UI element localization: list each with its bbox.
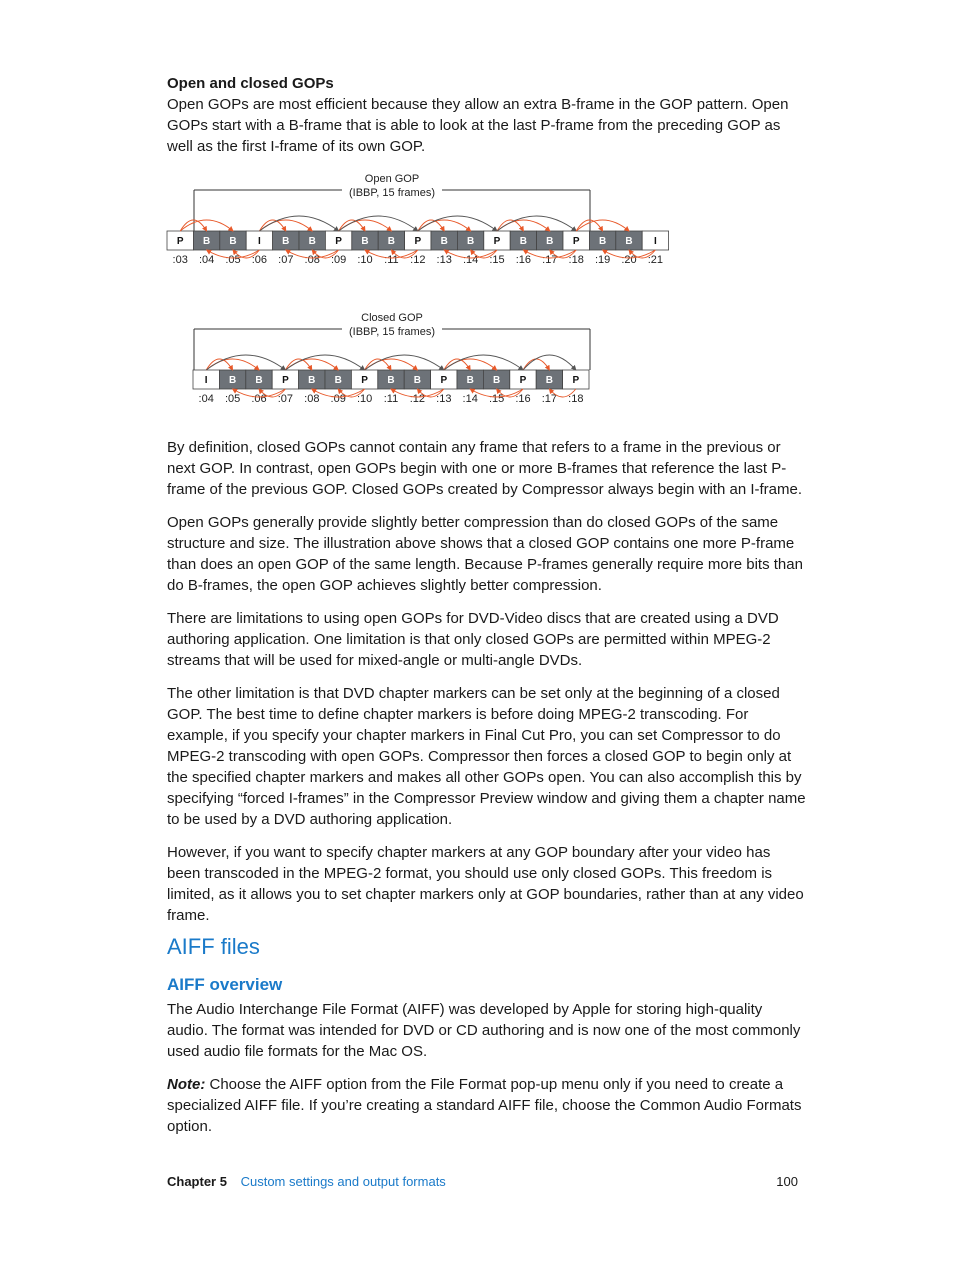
open-gop-diagram: [160, 170, 680, 280]
aiff-title: AIFF files: [167, 934, 260, 959]
open-frame-label: I: [654, 236, 657, 247]
open-timecode: :17: [542, 254, 558, 266]
closed-ref-arc: [444, 359, 470, 370]
closed-frame-label: B: [334, 375, 342, 386]
footer-chapter-link[interactable]: Custom settings and output formats: [240, 1174, 446, 1189]
closed-timecode: :13: [436, 393, 452, 405]
closed-ref-arc: [206, 359, 232, 370]
closed-frame-label: B: [492, 375, 501, 386]
closed-frame-label: B: [466, 375, 474, 386]
closed-ref-arc: [285, 359, 311, 370]
open-ref-arc: [259, 220, 285, 231]
closed-frame-label: B: [545, 375, 554, 386]
open-frame-label: P: [493, 236, 501, 247]
closed-pred-arc: [523, 355, 576, 370]
open-frame-label: B: [598, 236, 607, 247]
open-timecode: :07: [278, 254, 294, 266]
closed-timecode: :07: [277, 393, 294, 405]
open-ref-arc: [418, 220, 444, 231]
closed-timecode: :11: [383, 393, 399, 405]
closed-pred-arc: [285, 355, 364, 370]
open-subtitle: (IBBP, 15 frames): [349, 187, 435, 199]
closed-timecode: :09: [330, 393, 346, 405]
open-timecode: :12: [410, 254, 426, 266]
open-timecode: :05: [225, 254, 241, 266]
open-timecode: :03: [172, 254, 188, 266]
closed-timecode: :10: [356, 393, 373, 405]
open-ref-arc: [576, 220, 602, 231]
open-pred-arc: [339, 216, 418, 231]
closed-frame-label: P: [361, 375, 368, 386]
note-paragraph: [167, 1074, 807, 1137]
paragraph-3: There are limitations to using open GOPs for DVD-Video discs that are created using a DVD authoring application. One limitation is that only closed GOPs are permitted within MPEG-2 streams that will be used for mixed-angle or multi-angle DVDs.: [167, 610, 779, 669]
body-text: [167, 437, 807, 926]
closed-subtitle: (IBBP, 15 frames): [349, 326, 435, 338]
open-frame-label: P: [572, 236, 580, 247]
closed-timecode: :12: [409, 393, 426, 405]
open-timecode: :15: [489, 254, 505, 266]
closed-timecode: :17: [541, 393, 558, 405]
open-timecode: :16: [515, 254, 532, 266]
open-frame-label: B: [361, 236, 369, 247]
open-timecode: :20: [621, 254, 637, 266]
closed-frame-label: B: [255, 375, 263, 386]
open-frame-label: P: [414, 236, 422, 247]
open-frame-label: B: [625, 236, 633, 247]
closed-timecode: :16: [515, 393, 531, 405]
intro-paragraph: Open GOPs are most efficient because they allow an extra B-frame in the GOP pattern. Open GOPs start with a B-frame that is able to look at the last P-frame from the preceding GOP as well as the first I-frame of its own GOP.: [167, 96, 789, 155]
open-frame-label: B: [546, 236, 554, 247]
open-timecode: :09: [330, 254, 347, 266]
closed-timecode: :05: [224, 393, 241, 405]
closed-timecode: :04: [198, 393, 214, 405]
open-timecode: :21: [647, 254, 664, 266]
open-frame-label: B: [308, 236, 316, 247]
closed-pred-arc: [206, 355, 285, 370]
open-ref-arc: [180, 220, 206, 231]
section-heading: Open and closed GOPs: [167, 75, 334, 92]
open-timecode: :04: [198, 254, 215, 266]
paragraph-5: However, if you want to specify chapter markers at any GOP boundary after your video has been transcoded in the MPEG-2 format, you should use only closed GOPs. This freedom is limited, as it allows you to set chapter markers only at GOP boundaries, rather than at any video frame.: [167, 844, 804, 924]
open-timecode: :10: [357, 254, 373, 266]
closed-frame-label: I: [204, 375, 208, 386]
paragraph-4: The other limitation is that DVD chapter markers can be set only at the beginning of a closed GOP. The best time to define chapter markers is before doing MPEG-2 transcoding. For example, if you specify your chapter markers in Final Cut Pro, you can set Compressor to do MPEG-2 transcoding with open GOPs. Compressor then forces a closed GOP to begin only at the specified chapter markers and makes all other GOPs open. You can also accomplish this by specifying “forced I-frames” in the Compressor Preview window and giving them a chapter name to be used by a DVD authoring application.: [167, 685, 806, 828]
paragraph-1: By definition, closed GOPs cannot contain any frame that refers to a frame in the previous or next GOP. In contrast, open GOPs begin with one or more B-frames that reference the last P-frame of the previous GOP. Closed GOPs created by Compressor always begin with an I-frame.: [167, 439, 802, 498]
open-frame-label: B: [440, 236, 448, 247]
closed-frame-label: P: [440, 375, 448, 386]
open-timecode: :19: [594, 254, 611, 266]
note-text: Choose the AIFF option from the File Format pop-up menu only if you need to create a specialized AIFF file. If you’re creating a standard AIFF file, choose the Common Audio Formats option.: [167, 1076, 802, 1135]
closed-timecode: :06: [251, 393, 267, 405]
closed-frame-label: P: [282, 375, 289, 386]
open-frame-label: B: [466, 236, 475, 247]
open-frame-label: I: [258, 236, 261, 247]
closed-title: Closed GOP: [361, 312, 423, 324]
closed-frame-label: B: [308, 375, 316, 386]
open-frame-label: B: [387, 236, 396, 247]
open-timecode: :06: [251, 254, 268, 266]
open-timecode: :18: [568, 254, 584, 266]
note-label: Note:: [167, 1076, 206, 1093]
closed-ref-arc: [365, 359, 391, 370]
open-frame-label: B: [519, 236, 528, 247]
open-timecode: :11: [384, 254, 399, 266]
closed-timecode: :08: [304, 393, 320, 405]
open-ref-arc: [339, 220, 365, 231]
closed-frame-label: B: [413, 375, 422, 386]
page-number: 100: [776, 1174, 798, 1189]
closed-frame-label: P: [572, 375, 580, 386]
closed-timecode: :18: [568, 393, 584, 405]
open-pred-arc: [259, 216, 338, 231]
open-title: Open GOP: [364, 173, 420, 185]
closed-pred-arc: [444, 355, 523, 370]
closed-gop-diagram: [160, 309, 680, 419]
closed-pred-arc: [365, 355, 444, 370]
open-timecode: :14: [462, 254, 479, 266]
closed-frame-label: P: [519, 375, 527, 386]
footer: [167, 1173, 798, 1190]
open-frame-label: P: [176, 236, 184, 247]
open-pred-arc: [497, 216, 576, 231]
open-ref-arc: [497, 220, 523, 231]
closed-frame-label: B: [228, 375, 237, 386]
paragraph-2: Open GOPs generally provide slightly better compression than do closed GOPs of the same structure and size. The illustration above shows that a closed GOP contains one more P-frame than does an open GOP of the same length. Because P-frames generally require more bits than do B-frames, the open GOP achieves slightly better compression.: [167, 514, 803, 594]
open-timecode: :08: [304, 254, 320, 266]
aiff-body: The Audio Interchange File Format (AIFF) was developed by Apple for storing high-quality audio. The format was intended for DVD or CD authoring and is now one of the most commonly used audio file formats for the Mac OS.: [167, 1001, 801, 1060]
closed-frame-label: B: [387, 375, 395, 386]
aiff-subtitle: AIFF overview: [167, 975, 283, 994]
open-frame-label: P: [335, 236, 342, 247]
open-frame-label: B: [202, 236, 211, 247]
open-frame-label: B: [229, 236, 237, 247]
closed-timecode: :15: [488, 393, 505, 405]
closed-timecode: :14: [462, 393, 478, 405]
footer-chapter: Chapter 5: [167, 1174, 227, 1189]
closed-gop-svg: [160, 309, 680, 419]
closed-ref-arc: [523, 359, 549, 370]
open-gop-svg: [160, 170, 680, 280]
open-timecode: :13: [436, 254, 452, 266]
open-frame-label: B: [282, 236, 290, 247]
open-pred-arc: [418, 216, 497, 231]
